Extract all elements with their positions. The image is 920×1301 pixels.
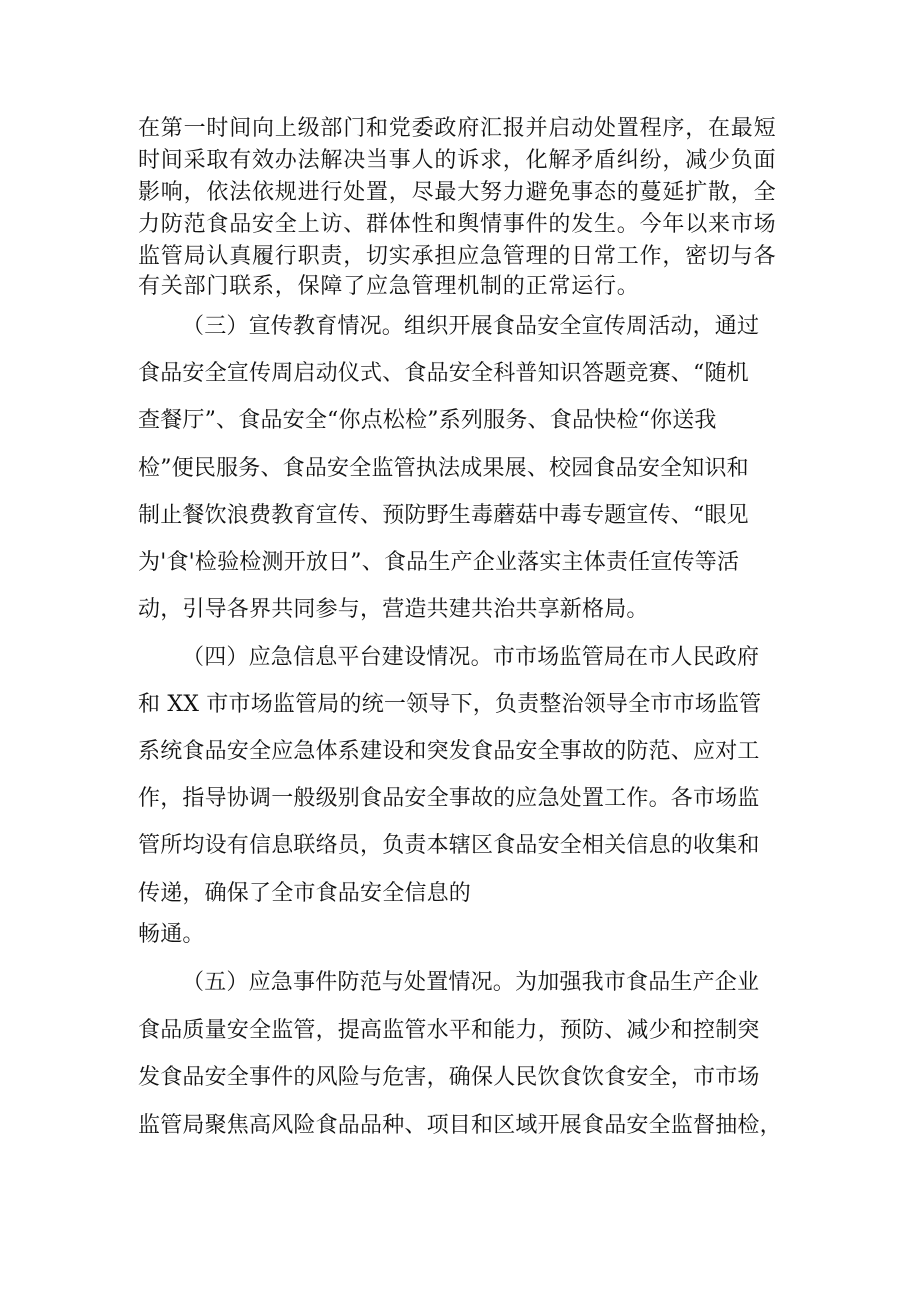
- body-text-line: 监管局聚焦高风险食品品种、项目和区域开展食品安全监督抽检，: [138, 1113, 782, 1138]
- body-text-line: 作，指导协调一般级别食品安全事故的应急处置工作。各市场监: [138, 786, 760, 811]
- body-text-line: 和 XX 市市场监管局的统一领导下，负责整治领导全市市场监管: [138, 692, 762, 717]
- body-text-line: 食品质量安全监管，提高监管水平和能力，预防、减少和控制突: [138, 1018, 760, 1043]
- body-text-line: 为'食'检验检测开放日”、食品生产企业落实主体责任宣传等活: [138, 550, 740, 575]
- body-text-line: 食品安全宣传周启动仪式、食品安全科普知识答题竞赛、“随机: [138, 361, 749, 386]
- body-text-line: 传递，确保了全市食品安全信息的: [138, 881, 472, 906]
- section-heading-line: （五）应急事件防范与处置情况。为加强我市食品生产企业: [182, 970, 760, 995]
- body-text-line: 监管局认真履行职责，切实承担应急管理的日常工作，密切与各: [138, 244, 777, 269]
- body-text-line: 查餐厅”、食品安全“你点松检”系列服务、食品快检“你送我: [138, 408, 717, 433]
- body-text-line: 管所均设有信息联络员，负责本辖区食品安全相关信息的收集和: [138, 833, 760, 858]
- body-text-line: 检”便民服务、食品安全监管执法成果展、校园食品安全知识和: [138, 456, 749, 481]
- body-text-line: 影响，依法依规进行处置，尽最大努力避免事态的蔓延扩散，全: [138, 180, 777, 205]
- section-heading-line: （三）宣传教育情况。组织开展食品安全宣传周活动，通过: [182, 314, 760, 339]
- body-text-line: 制止餐饮浪费教育宣传、预防野生毒蘑菇中毒专题宣传、“眼见: [138, 503, 749, 528]
- section-heading-line: （四）应急信息平台建设情况。市市场监管局在市人民政府: [182, 645, 760, 670]
- body-text-line: 力防范食品安全上访、群体性和舆情事件的发生。今年以来市场: [138, 212, 777, 237]
- body-text-line: 有关部门联系，保障了应急管理机制的正常运行。: [138, 274, 640, 299]
- body-text-line: 在第一时间向上级部门和党委政府汇报并启动处置程序，在最短: [138, 116, 777, 141]
- body-text-line: 动，引导各界共同参与，营造共建共治共享新格局。: [138, 597, 649, 622]
- body-text-line: 系统食品安全应急体系建设和突发食品安全事故的防范、应对工: [138, 739, 760, 764]
- body-text-line: 畅通。: [138, 922, 205, 947]
- body-text-line: 时间采取有效办法解决当事人的诉求，化解矛盾纠纷，减少负面: [138, 148, 777, 173]
- body-text-line: 发食品安全事件的风险与危害，确保人民饮食饮食安全，市市场: [138, 1065, 760, 1090]
